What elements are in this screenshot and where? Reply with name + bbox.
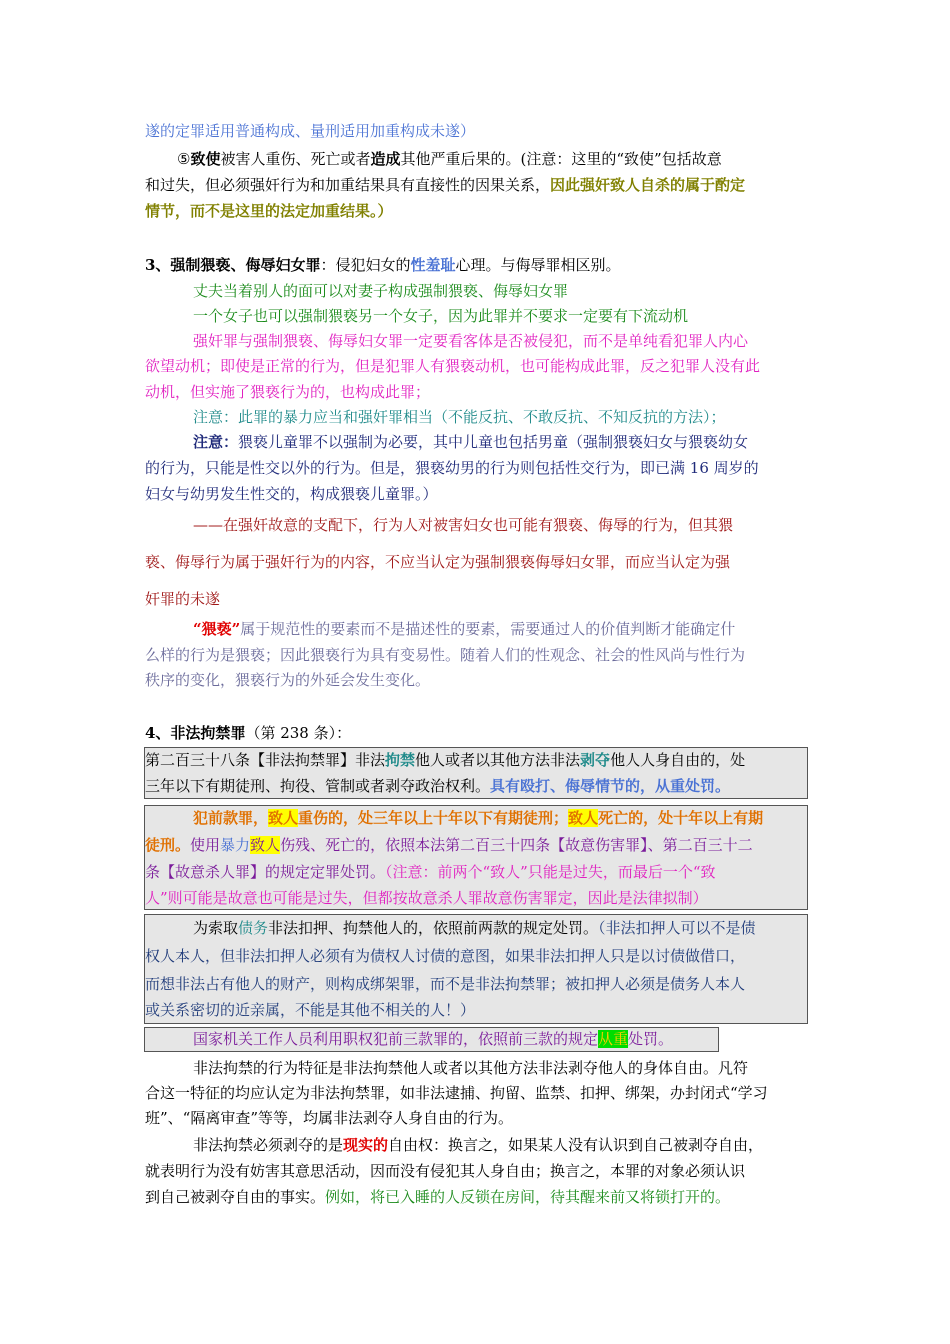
text-line: 注意：此罪的暴力应当和强奸罪相当（不能反抗、不敢反抗、不知反抗的方法）； xyxy=(193,408,726,426)
text-span: 因此强奸致人自杀的属于酌定 xyxy=(550,176,746,194)
text-span: 死亡的，处十年以上有期 xyxy=(598,809,764,827)
text-line: 人”则可能是故意也可能是过失，但都按故意杀人罪故意伤害罪定，因此是法律拟制） xyxy=(145,889,708,907)
text-span: 其他严重后果的。(注意：这里的“致使”包括故意 xyxy=(400,150,722,168)
text-span: 致使 xyxy=(190,150,221,168)
text-span: 到自己被剥夺自由的事实。 xyxy=(145,1188,326,1206)
text-span: 剥夺 xyxy=(580,751,611,769)
text-span: （第 238 条）： xyxy=(245,724,352,742)
text-span: ” xyxy=(231,620,241,638)
text-span: ：侵犯妇女的 xyxy=(320,256,411,274)
text-span: 属于规范性的要素而不是描述性的要素，需要通过人的价值判断才能确定什 xyxy=(240,620,736,638)
text-span: 致人 xyxy=(268,809,299,827)
text-span: 债务 xyxy=(238,919,269,937)
text-span: 使用 xyxy=(190,836,221,854)
text-line: 么样的行为是猥亵；因此猥亵行为具有变易性。随着人们的性观念、社会的性风尚与性行为 xyxy=(145,646,746,664)
text-line: 欲望动机；即使是正常的行为，但是犯罪人有猥亵动机，也可能构成此罪，反之犯罪人没有此 xyxy=(145,357,761,375)
text-line xyxy=(193,1029,673,1049)
text-span: 非法拘禁必须剥夺的是 xyxy=(193,1136,344,1154)
text-line xyxy=(193,808,763,828)
text-line xyxy=(193,918,756,938)
text-line: ——在强奸故意的支配下，行为人对被害妇女也可能有猥亵、侮辱的行为，但其猥 xyxy=(193,516,734,534)
heading-text: 3、强制猥亵、侮辱妇女罪 xyxy=(145,256,321,274)
text-line: 或关系密切的近亲属，不能是其他不相关的人！） xyxy=(145,1001,476,1019)
text-span: 三年以下有期徒刑、拘役、管制或者剥夺政治权利。 xyxy=(145,777,491,795)
text-line xyxy=(145,835,753,855)
text-line: 一个女子也可以强制猥亵另一个女子，因为此罪并不要求一定要有下流动机 xyxy=(193,307,689,325)
text-span: 伤残、死亡的，依照本法第二百三十四条【故意伤害罪】、第二百三十二 xyxy=(280,836,753,854)
text-line: 就表明行为没有妨害其意思活动，因而没有侵犯其人身自由；换言之，本罪的对象必须认识 xyxy=(145,1162,746,1180)
text-line: 而想非法占有他人的财产，则构成绑架罪，而不是非法拘禁罪；被扣押人必须是债务人本人 xyxy=(145,975,746,993)
text-span: 条【故意杀人罪】的规定定罪处罚。 xyxy=(145,863,386,881)
text-span: 具有殴打、侮辱情节的，从重处罚。 xyxy=(490,777,731,795)
text-span: ⑤ xyxy=(177,150,191,168)
text-line xyxy=(193,1135,763,1155)
text-span: 造成 xyxy=(370,150,401,168)
text-span: 致人 xyxy=(568,809,599,827)
text-line xyxy=(145,776,730,796)
text-span: 猥亵 xyxy=(201,620,232,638)
text-span: 非法扣押、拘禁他人的，依照前两款的规定处罚。 xyxy=(268,919,599,937)
text-span: 暴力 xyxy=(220,836,251,854)
text-span: 从重 xyxy=(598,1030,629,1048)
text-line: 亵、侮辱行为属于强奸行为的内容，不应当认定为强制猥亵侮辱妇女罪，而应当认定为强 xyxy=(145,553,731,571)
section-heading xyxy=(145,255,621,275)
text-line: 强奸罪与强制猥亵、侮辱妇女罪一定要看客体是否被侵犯，而不是单纯看犯罪人内心 xyxy=(193,332,749,350)
text-line xyxy=(145,750,745,770)
text-span: 他人人身自由的，处 xyxy=(610,751,746,769)
text-line: 合这一特征的均应认定为非法拘禁罪，如非法逮捕、拘留、监禁、扣押、绑架，办封闭式“学习 xyxy=(145,1084,768,1102)
text-line xyxy=(193,432,748,452)
text-span: 致人 xyxy=(250,836,281,854)
text-line: 非法拘禁的行为特征是非法拘禁他人或者以其他方法非法剥夺他人的身体自由。凡符 xyxy=(193,1059,749,1077)
text-span: 被害人重伤、死亡或者 xyxy=(220,150,371,168)
text-span: 徒刑。 xyxy=(145,836,191,854)
text-line: 情节，而不是这里的法定加重结果。） xyxy=(145,202,393,220)
text-span: 现实的 xyxy=(343,1136,389,1154)
text-line xyxy=(145,862,716,882)
text-line: 丈夫当着别人的面可以对妻子构成强制猥亵、侮辱妇女罪 xyxy=(193,282,569,300)
text-span: 重伤的，处三年以上十年以下有期徒刑； xyxy=(298,809,569,827)
text-line: 的行为，只能是性交以外的行为。但是，猥亵幼男的行为则包括性交行为，即已满 16 周岁的 xyxy=(145,459,759,477)
text-line xyxy=(145,1187,730,1207)
text-span: 和过失，但必须强奸行为和加重结果具有直接性的因果关系， xyxy=(145,176,551,194)
text-span: 处罚。 xyxy=(628,1030,674,1048)
text-span: 例如，将已入睡的人反锁在房间，待其醒来前又将锁打开的。 xyxy=(325,1188,731,1206)
text-line: 遂的定罪适用普通构成、量刑适用加重构成未遂） xyxy=(145,122,476,140)
text-span: “ xyxy=(193,620,202,638)
text-span: 猥亵儿童罪不以强制为必要，其中儿童也包括男童（强制猥亵妇女与猥亵幼女 xyxy=(238,433,749,451)
text-line xyxy=(145,175,745,195)
text-line xyxy=(177,149,722,169)
text-span: 心理。与侮辱罪相区别。 xyxy=(455,256,621,274)
text-span: 犯前款罪， xyxy=(193,809,269,827)
text-line: 权人本人，但非法扣押人必须有为债权人讨债的意图，如果非法扣押人只是以讨债做借口， xyxy=(145,947,746,965)
text-line: 动机，但实施了猥亵行为的，也构成此罪； xyxy=(145,383,431,401)
text-span: 注意： xyxy=(193,433,239,451)
text-span: 拘禁 xyxy=(385,751,416,769)
text-span: 为索取 xyxy=(193,919,239,937)
text-line: 奸罪的未遂 xyxy=(145,590,221,608)
text-line: 妇女与幼男发生性交的，构成猥亵儿童罪。） xyxy=(145,485,438,503)
text-span: （注意：前两个“致人”只能是过失，而最后一个“致 xyxy=(385,863,716,881)
text-line xyxy=(193,619,735,639)
text-span: 性羞耻 xyxy=(410,256,456,274)
heading-text: 4、非法拘禁罪 xyxy=(145,724,246,742)
text-span: 第二百三十八条【非法拘禁罪】非法 xyxy=(145,751,386,769)
text-span: （非法扣押人可以不是债 xyxy=(598,919,756,937)
text-span: 国家机关工作人员利用职权犯前三款罪的，依照前三款的规定 xyxy=(193,1030,599,1048)
text-span: 他人或者以其他方法非法 xyxy=(415,751,581,769)
text-line: 班”、“隔离审查”等等，均属非法剥夺人身自由的行为。 xyxy=(145,1109,514,1127)
section-heading xyxy=(145,723,351,743)
text-span: 自由权：换言之，如果某人没有认识到自己被剥夺自由， xyxy=(388,1136,764,1154)
text-line: 秩序的变化，猥亵行为的外延会发生变化。 xyxy=(145,671,431,689)
